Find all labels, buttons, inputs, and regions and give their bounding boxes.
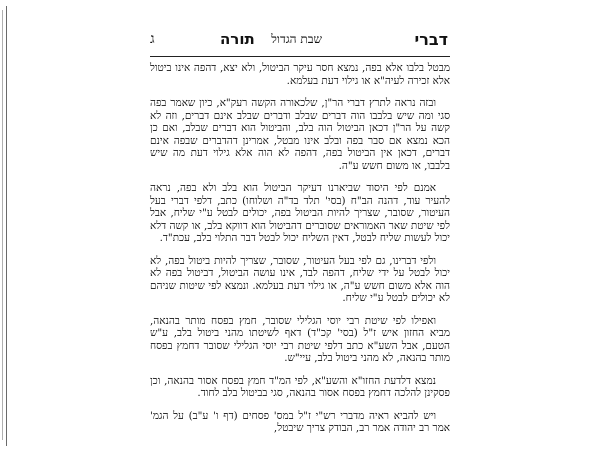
paragraph: ואפילו לפי שיטת רבי יוסי הגלילי שסובר, חמץ בפסח מותר בהנאה, מביא החזון איש ז"ל (בסי' קכ"ד) דאף לשיטתו מהני ביטול בלב, ע"ש הטעם, אבל השע"א כתב דלפי שיטת רבי יוסי הגלילי שסובר דחמץ בפסח מותר בהנאה, לא מהני ביטול בלב, עיי"ש. xyxy=(150,314,450,364)
document-body xyxy=(150,62,450,445)
header-title-right: דברי xyxy=(414,30,448,49)
paragraph: ויש להביא ראיה מדברי רש"י ז"ל במס' פסחים (דף ו' ע"ב) על הגמ' אמר רב יהודה אמר רב, הבודק צריך שיבטל, xyxy=(150,409,450,434)
header-subtitle: שבת הגדול xyxy=(271,32,322,46)
page-header xyxy=(150,30,450,50)
page-number: ג xyxy=(150,31,155,47)
page-border-line xyxy=(6,6,7,446)
paragraph: ובזה נראה לתרץ דברי הר"ן, שלכאורה הקשה רעק"א, כיון שאמר בפה סגי ומה שיש בלבבו הוה דברים שבלב ודברים שבלב אינם דברים, וזה לא קשה על הר"ן דכאן הביטול הוה בלב, והביטול הוא דברים שבלב, ואם כן הכא נמצא אם סבר בפה ובלב אינו מבטל, אמרינן דהדברים שבפה אינם דברים, דכאן אין הביטול בפה, דהפה לא הוה אלא גילוי דעת מה שיש בלבבו, או משום חשש ע"ה. xyxy=(150,97,450,172)
paragraph: נמצא דלדעת החזו"א והשע"א, לפי המ"ד חמץ בפסח אסור בהנאה, וכן פסקינן להלכה דחמץ בפסח אסור בהנאה, סגי בביטול בלב לחוד. xyxy=(150,374,450,399)
paragraph: ולפי דברינו, גם לפי בעל העיטור, שסובר, שצריך להיות ביטול בפה, לא יכול לבטל על ידי שליח, דהפה לבד, אינו עושה הביטול, דביטול בפה לא הוה אלא משום חשש ע"ה, או גילוי דעת בעלמא. ונמצא לפי שיטות שניהם לא יכולים לבטל ע"י שליח. xyxy=(150,254,450,304)
scan-edge-line xyxy=(2,10,3,440)
header-title-left: תורה xyxy=(220,30,255,48)
header-divider xyxy=(150,56,450,57)
paragraph: מבטל בלבו אלא בפה, נמצא חסר עיקר הביטול, ולא יצא, דהפה אינו ביטול אלא זכירה לעיה"א או גילוי דעת בעלמא. xyxy=(150,62,450,87)
paragraph: אמנם לפי היסוד שביארנו דעיקר הביטול הוא בלב ולא בפה, נראה להעיר עוד, דהנה הב"ח (בסי' תלד בד"ה ושלוחו) כתב, דלפי דברי בעל העיטור, שסובר, שצריך להיות הביטול בפה, יכולים לבטל ע"י שליח, אבל לפי שיטת שאר האמוראים שסוברים דהביטול הוא דווקא בלב, או קשה דלא יכול לעשות שליח לבטל, דאין השליח יכול לבטל דבר התלוי בלב, עכת"ד. xyxy=(150,182,450,244)
